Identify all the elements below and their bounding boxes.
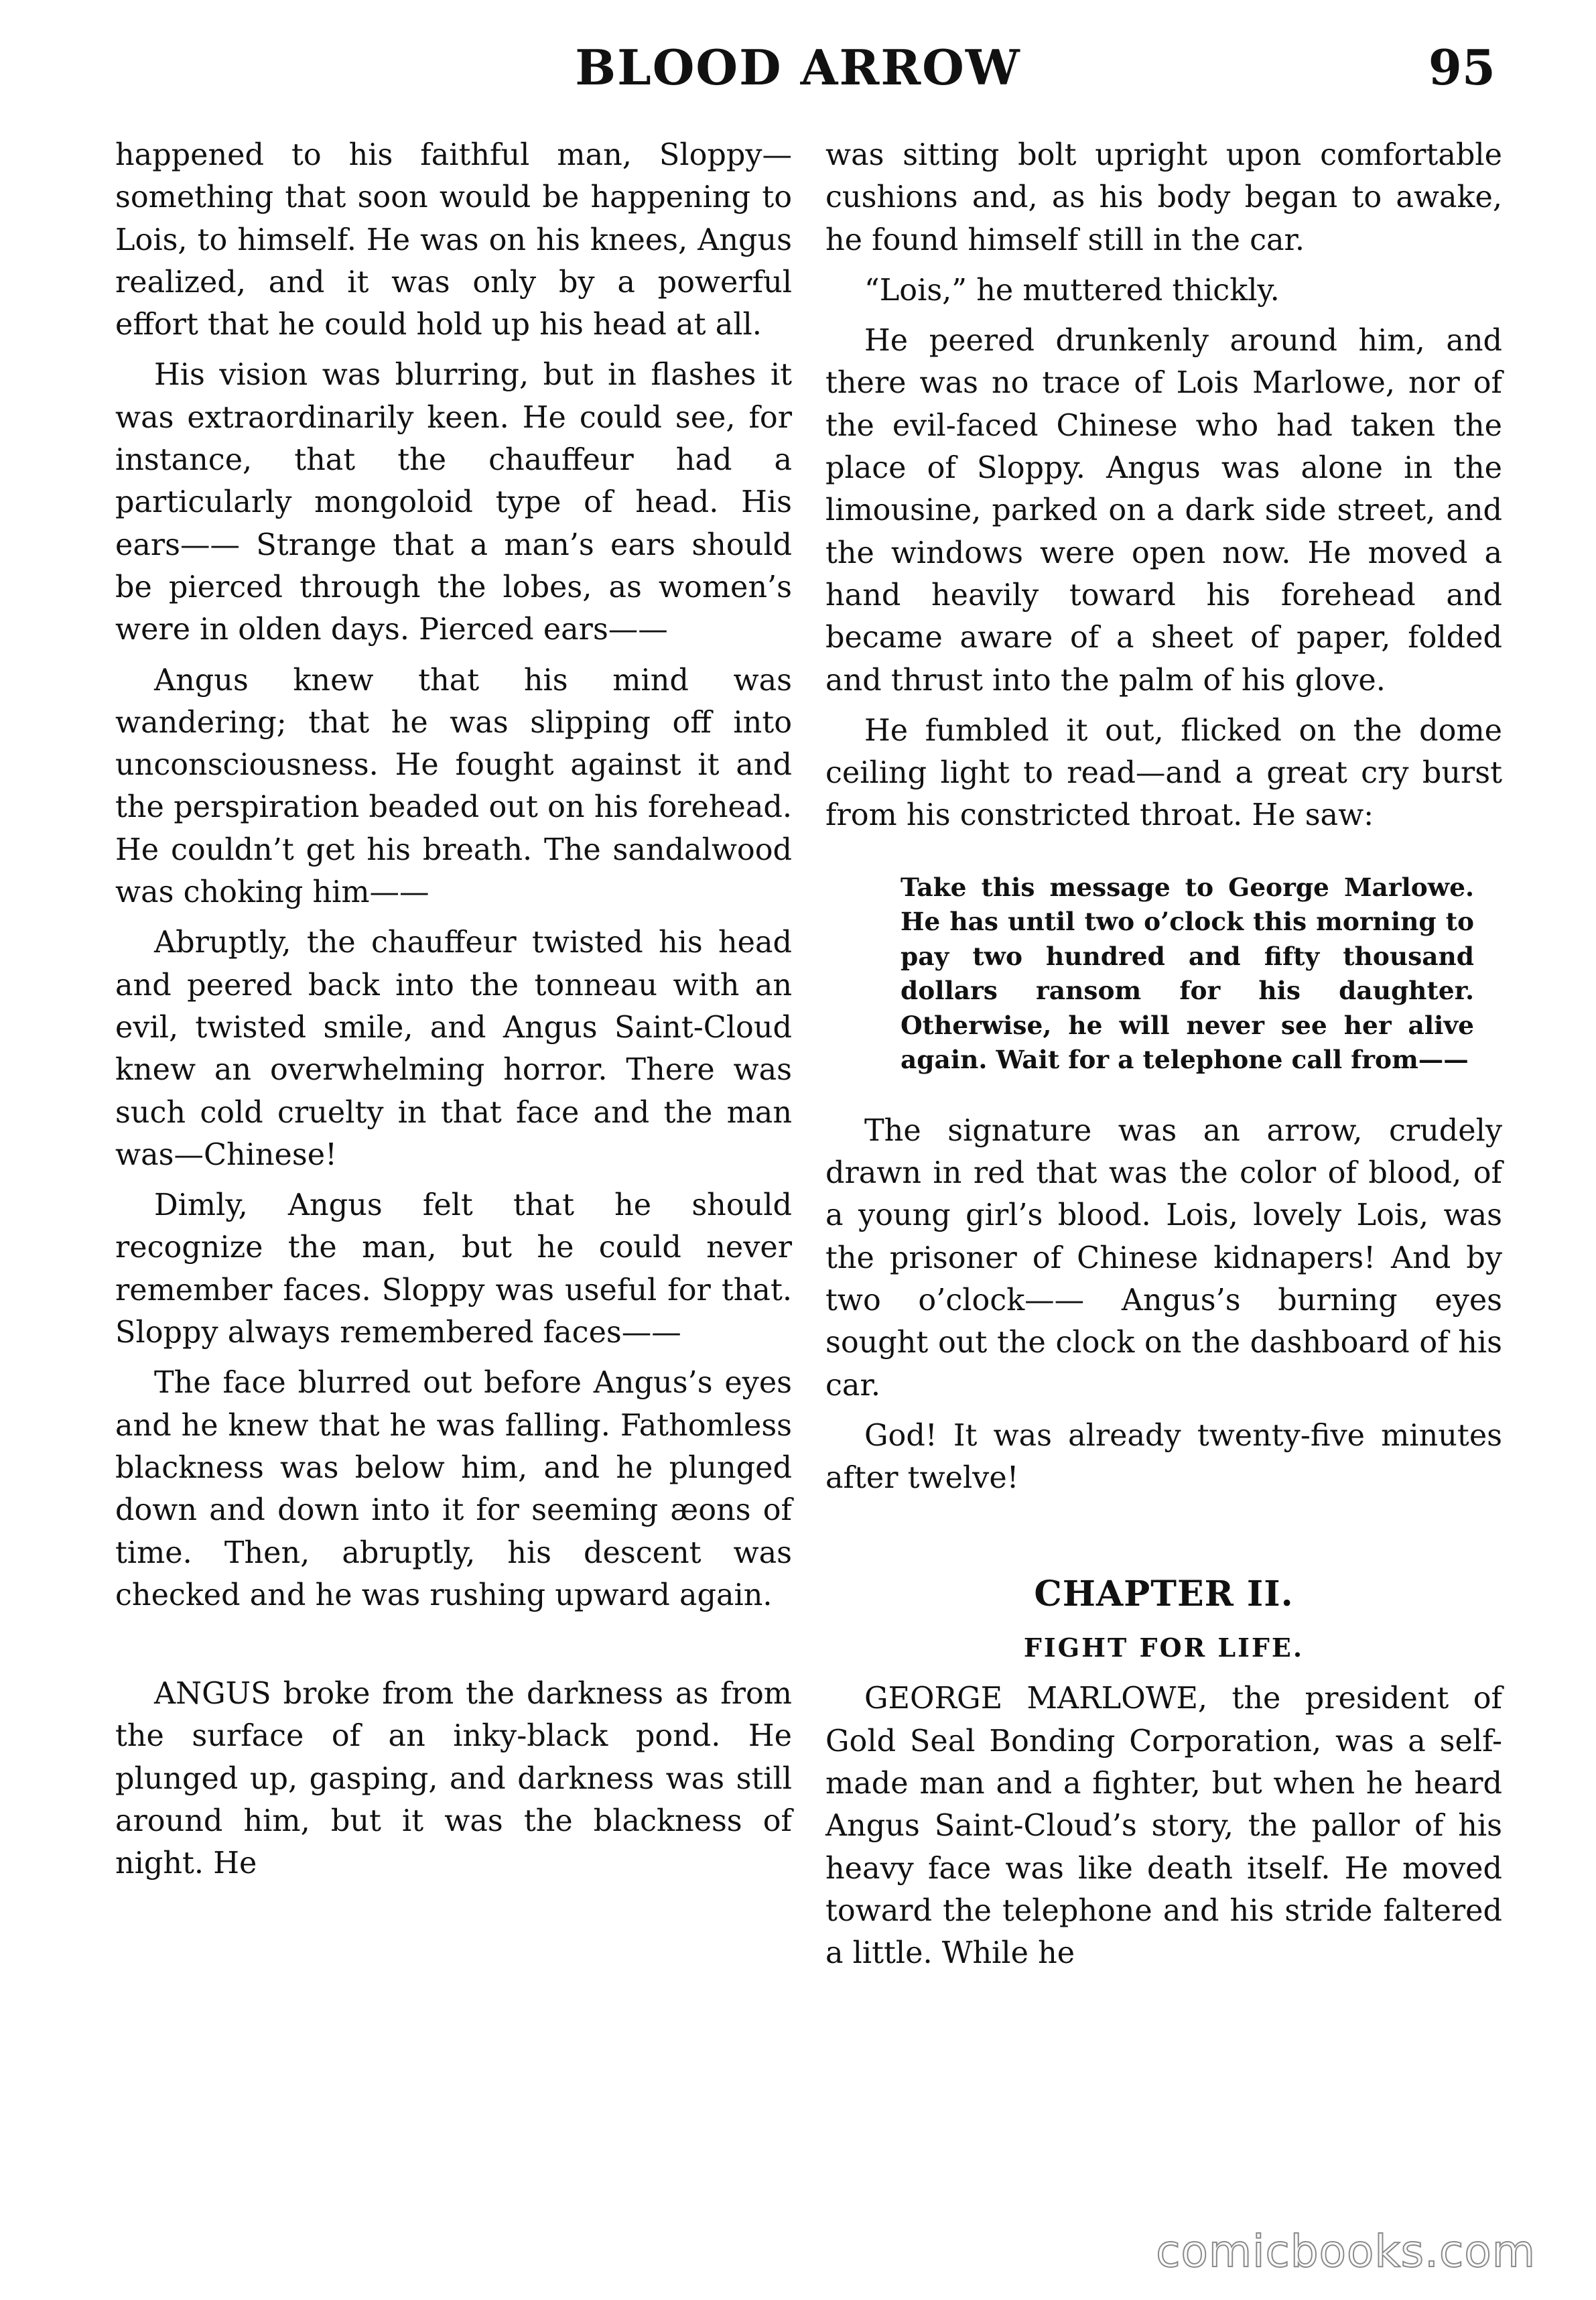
section-break-paragraph: ANGUS broke from the darkness as from the surface of an inky-black pond. He plunged up, gasping, and darkness was still around him, but it was the blackness of night. He bbox=[115, 1677, 792, 1881]
left-column bbox=[115, 134, 792, 1893]
chapter-heading: CHAPTER II. bbox=[1034, 1574, 1294, 1615]
story-paragraph: He peered drunkenly around him, and there was no trace of Lois Marlowe, nor of the evil-faced Chinese who had taken the place of Sloppy. Angus was alone in the limousine, parked on a dark side street, and the windows were open now. He moved a hand heavily toward his forehead and became aware of a sheet of paper, folded and thrust into the palm of his glove. bbox=[825, 324, 1502, 698]
story-paragraph: God! It was already twenty-five minutes after twelve! bbox=[825, 1418, 1502, 1496]
chapter-opening-paragraph: GEORGE MARLOWE, the president of Gold Seal Bonding Corporation, was a self-made man and a fighter, but when he heard Angus Saint-Cloud’s story, the pallor of his heavy face was like death itself. He moved toward the telephone and his stride faltered a little. While he bbox=[825, 1681, 1502, 1971]
story-paragraph: The signature was an arrow, crudely drawn in red that was the color of blood, of a young girl’s blood. Lois, lovely Lois, was the prisoner of Chinese kidnapers! And by two o’clock—— Angus’s burning eyes sought out the clock on the dashboard of his car. bbox=[825, 1113, 1502, 1403]
story-paragraph: was sitting bolt upright upon comfortable cushions and, as his body began to awake, he found himself still in the car. bbox=[825, 138, 1502, 257]
story-paragraph: happened to his faithful man, Sloppy—something that soon would be happening to Lois, to himself. He was on his knees, Angus realized, and it was only by a powerful effort that he could hold up his head at all. bbox=[115, 138, 792, 342]
story-paragraph: Abruptly, the chauffeur twisted his head and peered back into the tonneau with an evil, twisted smile, and Angus Saint-Cloud knew an overwhelming horror. There was such cold cruelty in that face and the man was—Chinese! bbox=[115, 925, 792, 1172]
story-paragraph: Angus knew that his mind was wandering; that he was slipping off into unconsciousness. He fought against it and the perspiration beaded out on his forehead. He couldn’t get his breath. The sandalwood was choking him—— bbox=[115, 663, 792, 910]
running-title: BLOOD ARROW bbox=[575, 39, 1021, 96]
page-number: 95 bbox=[1428, 39, 1495, 96]
story-paragraph: He fumbled it out, flicked on the dome ceiling light to read—and a great cry burst from his constricted throat. He saw: bbox=[825, 713, 1502, 833]
story-paragraph: “Lois,” he muttered thickly. bbox=[864, 273, 1280, 308]
site-watermark: comicbooks.com bbox=[1156, 2226, 1536, 2277]
story-paragraph: The face blurred out before Angus’s eyes and he knew that he was falling. Fathomless blackness was below him, and he plunged down and down into it for seeming æons of time. Then, abruptly, his descent was checked and he was rushing upward again. bbox=[115, 1366, 792, 1612]
chapter-subtitle: FIGHT FOR LIFE. bbox=[1023, 1633, 1305, 1663]
right-column bbox=[825, 134, 1502, 1983]
story-paragraph: Dimly, Angus felt that he should recognize the man, but he could never remember faces. Sloppy was useful for that. Sloppy always remembered faces—— bbox=[115, 1188, 792, 1350]
ransom-note-quote: Take this message to George Marlowe. He has until two o’clock this morning to pay two hundred and fifty thousand dollars ransom for his daughter. Otherwise, he will never see her alive again. Wait for a telephone call from—— bbox=[901, 872, 1474, 1075]
story-paragraph: His vision was blurring, but in flashes it was extraordinarily keen. He could see, for instance, that the chauffeur had a particularly mongoloid type of head. His ears—— Strange that a man’s ears should be pierced through the lobes, as women’s were in olden days. Pierced ears—— bbox=[115, 358, 792, 647]
